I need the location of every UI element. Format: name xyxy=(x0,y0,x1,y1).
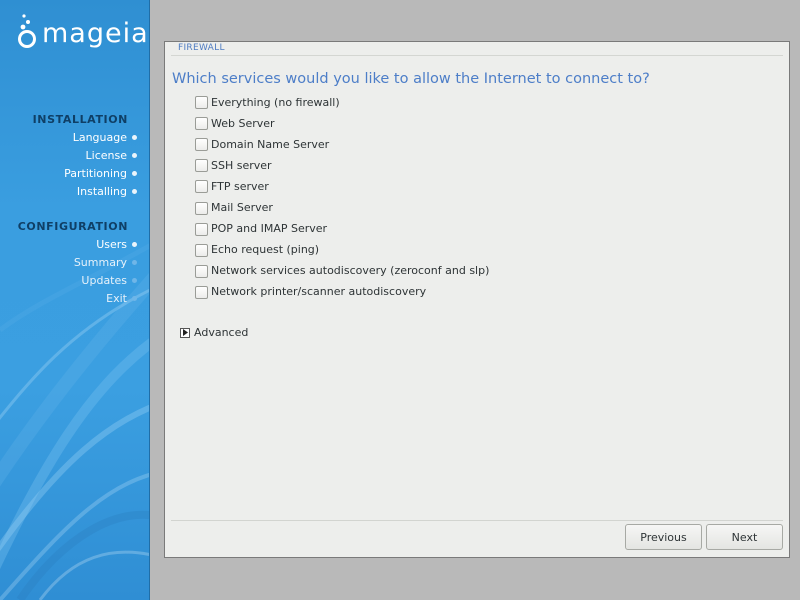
expand-arrow-icon[interactable] xyxy=(180,328,190,338)
option-ftp[interactable] xyxy=(195,176,489,197)
step-pending-dot-icon xyxy=(132,260,137,265)
nav-item-label: Partitioning xyxy=(64,167,127,180)
option-label: Echo request (ping) xyxy=(211,243,320,257)
option-label: Network services autodiscovery (zeroconf and slp) xyxy=(211,264,490,278)
nav-item-summary[interactable] xyxy=(18,254,127,272)
installer-sidebar xyxy=(0,0,150,600)
checkbox[interactable] xyxy=(195,138,208,151)
nav-item-installing[interactable] xyxy=(33,183,127,201)
advanced-label: Advanced xyxy=(194,326,249,339)
option-pop-imap[interactable] xyxy=(195,219,489,240)
nav-item-label: Language xyxy=(72,131,127,144)
option-label: Web Server xyxy=(211,116,275,130)
option-label: Everything (no firewall) xyxy=(211,95,340,109)
checkbox[interactable] xyxy=(195,117,208,130)
option-dns[interactable] xyxy=(195,134,489,155)
checkbox[interactable] xyxy=(195,202,208,215)
service-options-list xyxy=(195,92,489,303)
checkbox[interactable] xyxy=(195,180,208,193)
nav-heading-configuration: CONFIGURATION xyxy=(17,220,128,233)
step-done-dot-icon xyxy=(132,153,137,158)
mageia-logo-icon xyxy=(12,10,44,50)
nav-item-exit[interactable] xyxy=(18,290,127,308)
nav-item-language[interactable] xyxy=(33,129,127,147)
checkbox[interactable] xyxy=(195,244,208,257)
option-ssh[interactable] xyxy=(195,155,489,176)
step-done-dot-icon xyxy=(132,171,137,176)
option-everything[interactable] xyxy=(195,92,489,113)
logo-text: mageia xyxy=(42,18,149,49)
step-done-dot-icon xyxy=(132,135,137,140)
firewall-panel xyxy=(164,41,790,558)
option-label: SSH server xyxy=(211,158,272,172)
nav-item-label: Installing xyxy=(76,185,127,198)
option-label: Network printer/scanner autodiscovery xyxy=(211,285,427,299)
nav-item-label: Summary xyxy=(73,256,127,269)
mageia-logo xyxy=(12,10,149,50)
nav-item-label: Updates xyxy=(81,274,127,287)
checkbox[interactable] xyxy=(195,265,208,278)
step-pending-dot-icon xyxy=(132,278,137,283)
checkbox[interactable] xyxy=(195,223,208,236)
nav-item-label: Exit xyxy=(106,292,127,305)
advanced-expander[interactable] xyxy=(180,326,248,339)
section-label: FIREWALL xyxy=(178,43,225,53)
nav-item-updates[interactable] xyxy=(18,272,127,290)
option-mail[interactable] xyxy=(195,197,489,218)
checkbox[interactable] xyxy=(195,159,208,172)
nav-section-installation xyxy=(33,111,127,201)
section-divider xyxy=(171,55,783,56)
option-web-server[interactable] xyxy=(195,113,489,134)
previous-button[interactable]: Previous xyxy=(625,524,702,550)
option-label: Domain Name Server xyxy=(211,137,330,151)
nav-item-license[interactable] xyxy=(33,147,127,165)
page-title: Which services would you like to allow the Internet to connect to? xyxy=(172,71,650,87)
nav-section-configuration xyxy=(18,218,127,308)
option-network-autodiscovery[interactable] xyxy=(195,261,489,282)
next-button[interactable]: Next xyxy=(706,524,783,550)
checkbox[interactable] xyxy=(195,286,208,299)
step-done-dot-icon xyxy=(132,242,137,247)
step-done-dot-icon xyxy=(132,189,137,194)
nav-item-label: License xyxy=(85,149,127,162)
step-pending-dot-icon xyxy=(132,296,137,301)
option-label: FTP server xyxy=(211,179,269,193)
option-label: Mail Server xyxy=(211,201,273,215)
checkbox[interactable] xyxy=(195,96,208,109)
option-echo-request[interactable] xyxy=(195,240,489,261)
nav-item-partitioning[interactable] xyxy=(33,165,127,183)
nav-item-label: Users xyxy=(96,238,127,251)
nav-item-users[interactable] xyxy=(18,236,127,254)
option-printer-autodiscovery[interactable] xyxy=(195,282,489,303)
footer-divider xyxy=(171,520,783,521)
option-label: POP and IMAP Server xyxy=(211,222,328,236)
nav-heading-installation: INSTALLATION xyxy=(32,113,128,126)
